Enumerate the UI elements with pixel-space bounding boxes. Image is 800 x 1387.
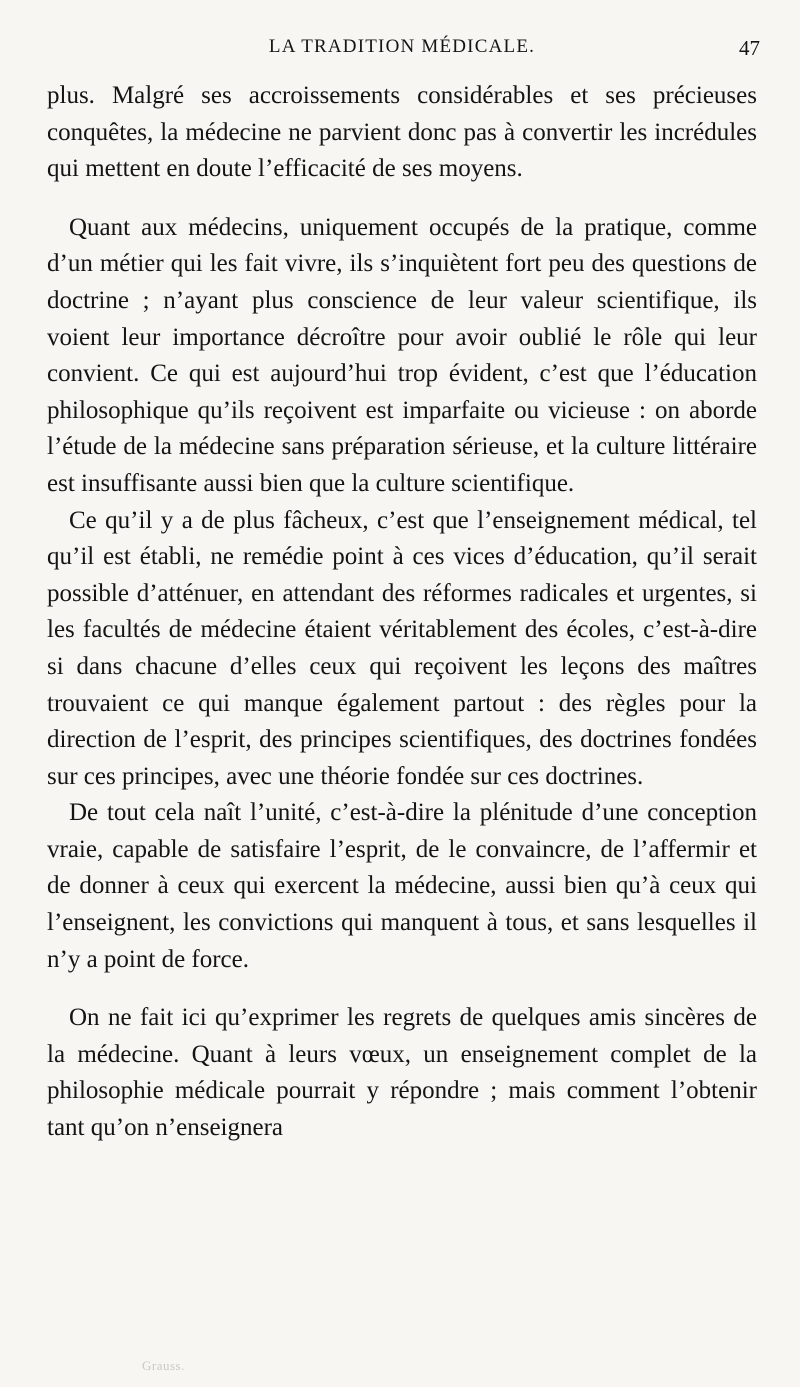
paragraph-3: Ce qu’il y a de plus fâcheux, c’est que l’enseignement médical, tel qu’il est établi, ne remédie point à ces vices d’éducation, qu’il serait possible d’atténuer, en attendant des réformes radicales et urgentes, si les facultés de médecine étaient véritablement des écoles, c’est-à-dire si dans chacune d’elles ceux qui reçoivent les leçons des maîtres trouvaient ce qui manque également partout : des règles pour la direction de l’esprit, des principes scientifiques, des doctrines fondées sur ces principes, avec une théorie fondée sur ces doctrines. <box>47 506 757 790</box>
body-text <box>47 78 757 1147</box>
paragraph-5: On ne fait ici qu’exprimer les regrets de quelques amis sincères de la médecine. Quant à leurs vœux, un enseignement complet de la philosophie médicale pourrait y répondre ; mais comment l’obtenir tant qu’on n’enseignera <box>47 1004 757 1142</box>
printer-signature: Grauss. <box>142 1358 185 1373</box>
running-title: LA TRADITION MÉDICALE. <box>268 36 536 57</box>
paragraph-1: plus. Malgré ses accroissements considérables et ses précieuses conquêtes, la médecine ne parvient donc pas à convertir les incrédules qui mettent en doute l’efficacité de ses moyens. <box>47 82 757 183</box>
paragraph-2: Quant aux médecins, uniquement occupés de la pratique, comme d’un métier qui les fait vivre, ils s’inquiètent fort peu des questions de doctrine ; n’ayant plus conscience de leur valeur scientifique, ils voient leur importance décroître pour avoir oublié le rôle qui leur convient. Ce qui est aujourd’hui trop évident, c’est que l’éducation philosophique qu’ils reçoivent est imparfaite ou vicieuse : on aborde l’étude de la médecine sans préparation sérieuse, et la culture littéraire est insuffisante aussi bien que la culture scientifique. <box>47 213 757 497</box>
paragraph-4: De tout cela naît l’unité, c’est-à-dire la plénitude d’une conception vraie, capable de satisfaire l’esprit, de le convaincre, de l’affermir et de donner à ceux qui exercent la médecine, aussi bien qu’à ceux qui l’enseignent, les convictions qui manquent à tous, et sans lesquelles il n’y a point de force. <box>47 799 757 973</box>
running-head <box>44 36 760 64</box>
page-number: 47 <box>739 36 760 60</box>
